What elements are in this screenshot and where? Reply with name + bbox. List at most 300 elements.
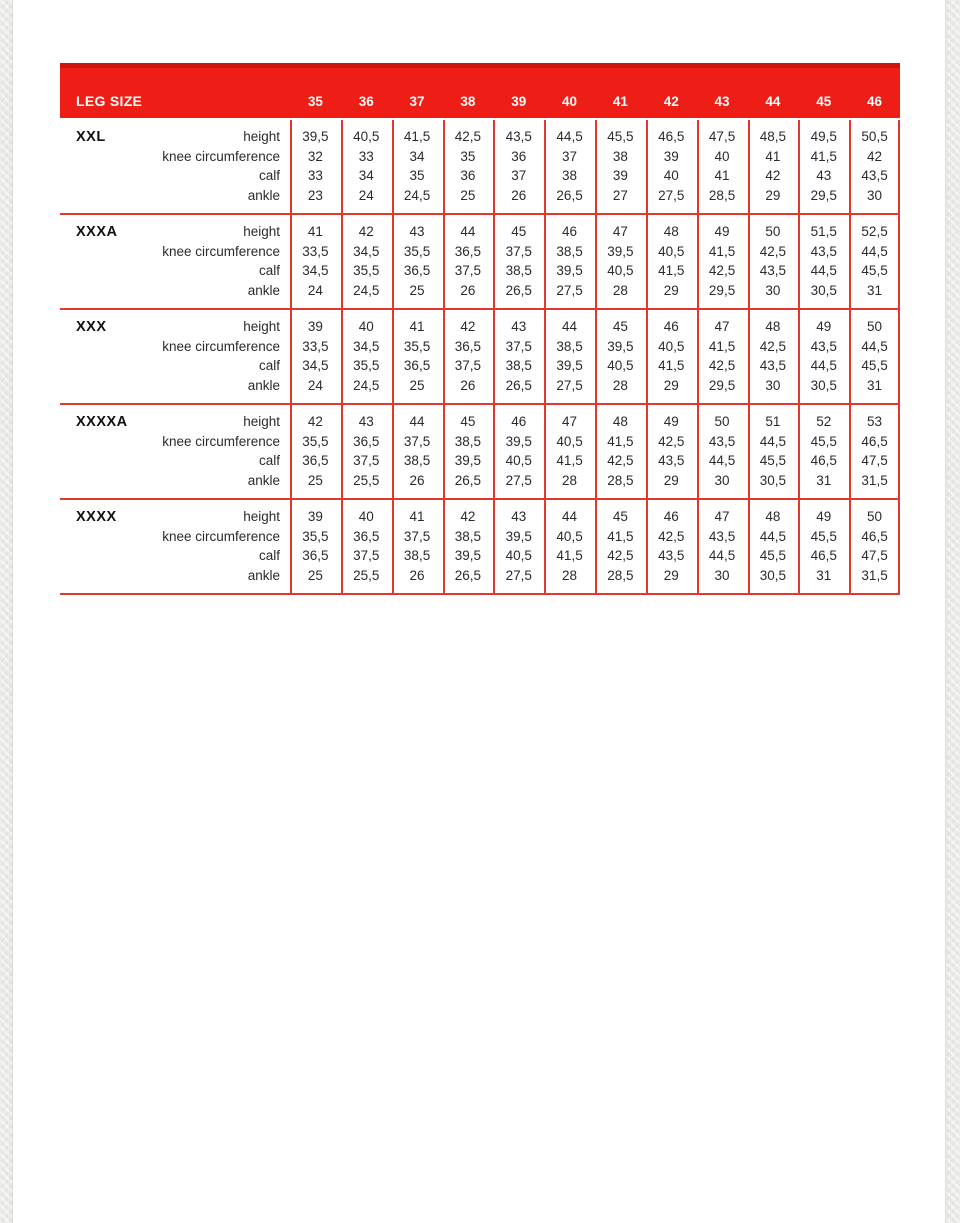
size-name: XXX [76, 319, 107, 336]
value-cell: 43,5 [708, 433, 736, 449]
value-cell: 28 [562, 472, 578, 488]
measurement-label: ankle [247, 472, 280, 488]
table-row [60, 376, 900, 396]
column-separator-line [443, 120, 445, 595]
value-cell: 42,5 [607, 548, 634, 564]
value-cell: 37,5 [454, 263, 482, 279]
value-cell: 44 [409, 414, 425, 430]
value-cell: 46,5 [810, 453, 837, 469]
value-cell: 40,5 [505, 453, 532, 469]
size-col-header-45: 45 [816, 94, 832, 109]
size-col-header-36: 36 [358, 94, 374, 109]
table-row [60, 222, 900, 242]
measurement-label: ankle [247, 282, 280, 298]
value-cell: 36,5 [403, 358, 431, 374]
value-cell: 28 [612, 282, 628, 298]
value-cell: 53 [867, 414, 883, 430]
value-cell: 46 [562, 224, 578, 240]
value-cell: 25 [307, 472, 323, 488]
table-row [60, 566, 900, 586]
value-cell: 26,5 [556, 187, 583, 203]
value-cell: 45 [612, 319, 628, 335]
measurement-label: ankle [247, 187, 280, 203]
value-cell: 30 [714, 472, 730, 488]
size-col-header-41: 41 [612, 94, 628, 109]
table-row [60, 186, 900, 206]
measurement-label: calf [258, 453, 280, 469]
column-separator-line [646, 120, 648, 595]
value-cell: 44,5 [708, 548, 736, 564]
value-cell: 42 [765, 168, 781, 184]
value-cell: 37 [511, 168, 527, 184]
table-row [60, 147, 900, 167]
table-row [60, 546, 900, 566]
value-cell: 43,5 [658, 453, 685, 469]
value-cell: 42,5 [658, 433, 685, 449]
value-cell: 46,5 [861, 528, 888, 544]
value-cell: 39,5 [505, 528, 532, 544]
value-cell: 45,5 [810, 528, 837, 544]
value-cell: 28,5 [607, 472, 634, 488]
row-label [60, 339, 290, 354]
value-cell: 40,5 [556, 433, 583, 449]
value-cell: 43,5 [708, 528, 736, 544]
size-col-header-42: 42 [663, 94, 679, 109]
value-cell: 33 [307, 168, 323, 184]
size-col-header-39: 39 [511, 94, 527, 109]
value-cell: 49 [663, 414, 679, 430]
measurement-label: calf [258, 548, 280, 564]
column-separator-line [341, 120, 343, 595]
table-row [60, 127, 900, 147]
value-cell: 35,5 [353, 263, 380, 279]
value-cell: 38,5 [556, 338, 583, 354]
table-body [60, 120, 900, 595]
value-cell: 42 [307, 414, 323, 430]
leg-size-label: LEG SIZE [76, 93, 143, 109]
value-cell: 29 [663, 377, 679, 393]
value-cell: 51 [765, 414, 781, 430]
value-cell: 43 [816, 168, 832, 184]
value-cell: 30 [765, 377, 781, 393]
value-cell: 42,5 [708, 358, 736, 374]
row-label [60, 244, 290, 259]
size-group-xxxa [60, 215, 900, 310]
value-cell: 33 [358, 148, 374, 164]
measurement-label: calf [258, 263, 280, 279]
value-cell: 48 [765, 319, 781, 335]
value-cell: 36,5 [353, 528, 380, 544]
value-cell: 41,5 [556, 453, 583, 469]
size-group-xxxx [60, 500, 900, 595]
measurement-label: height [243, 509, 280, 525]
value-cell: 45,5 [607, 129, 634, 145]
table-row [60, 317, 900, 337]
value-cell: 40,5 [658, 338, 685, 354]
value-cell: 43 [511, 509, 527, 525]
row-label [60, 263, 290, 278]
value-cell: 24,5 [353, 282, 380, 298]
value-cell: 41,5 [403, 129, 431, 145]
value-cell: 43 [511, 319, 527, 335]
value-cell: 43,5 [810, 338, 837, 354]
value-cell: 26 [460, 377, 476, 393]
value-cell: 43,5 [861, 168, 888, 184]
value-cell: 46 [663, 319, 679, 335]
row-label [60, 414, 290, 429]
value-cell: 35,5 [403, 338, 431, 354]
value-cell: 35 [409, 168, 425, 184]
value-cell: 35 [460, 148, 476, 164]
measurement-label: height [243, 129, 280, 145]
value-cell: 34,5 [302, 358, 329, 374]
value-cell: 29,5 [708, 282, 736, 298]
value-cell: 41,5 [607, 528, 634, 544]
value-cell: 44,5 [810, 358, 837, 374]
value-cell: 29,5 [810, 187, 837, 203]
value-cell: 50 [714, 414, 730, 430]
table-row [60, 507, 900, 527]
value-cell: 25 [409, 282, 425, 298]
value-cell: 30,5 [810, 377, 837, 393]
value-cell: 45,5 [759, 548, 787, 564]
value-cell: 39 [307, 319, 323, 335]
value-cell: 40 [663, 168, 679, 184]
row-label [60, 473, 290, 488]
value-cell: 26,5 [505, 377, 532, 393]
measurement-label: knee circumference [162, 338, 280, 354]
value-cell: 34 [409, 148, 425, 164]
value-cell: 47 [714, 509, 730, 525]
measurement-label: ankle [247, 377, 280, 393]
value-cell: 39 [307, 509, 323, 525]
value-cell: 45,5 [861, 358, 888, 374]
leg-size-table [60, 63, 900, 595]
value-cell: 42,5 [454, 129, 482, 145]
value-cell: 39,5 [607, 243, 634, 259]
value-cell: 25,5 [353, 567, 380, 583]
value-cell: 36,5 [302, 453, 329, 469]
size-col-header-38: 38 [460, 94, 476, 109]
value-cell: 27,5 [505, 567, 532, 583]
value-cell: 30,5 [759, 567, 787, 583]
size-group-xxl [60, 120, 900, 215]
size-group-xxxxa [60, 405, 900, 500]
value-cell: 49 [714, 224, 730, 240]
value-cell: 28,5 [708, 187, 736, 203]
table-header-banner [60, 63, 900, 118]
value-cell: 42,5 [708, 263, 736, 279]
value-cell: 44,5 [556, 129, 583, 145]
column-separator-line [898, 120, 900, 595]
value-cell: 31 [816, 472, 832, 488]
value-cell: 26,5 [454, 567, 482, 583]
value-cell: 41,5 [658, 263, 685, 279]
value-cell: 31,5 [861, 472, 888, 488]
row-label [60, 378, 290, 393]
value-cell: 42 [460, 319, 476, 335]
value-cell: 30,5 [810, 282, 837, 298]
size-name: XXXXA [76, 414, 128, 431]
row-label [60, 453, 290, 468]
value-cell: 45 [612, 509, 628, 525]
value-cell: 41 [409, 509, 425, 525]
table-row [60, 451, 900, 471]
value-cell: 40 [358, 319, 374, 335]
row-label [60, 509, 290, 524]
value-cell: 38,5 [505, 358, 532, 374]
value-cell: 40,5 [607, 263, 634, 279]
table-row [60, 412, 900, 432]
value-cell: 38,5 [403, 548, 431, 564]
value-cell: 29,5 [708, 377, 736, 393]
table-row [60, 527, 900, 547]
value-cell: 47,5 [861, 548, 888, 564]
value-cell: 24 [307, 282, 323, 298]
value-cell: 50,5 [861, 129, 888, 145]
value-cell: 41,5 [556, 548, 583, 564]
value-cell: 42,5 [759, 243, 787, 259]
value-cell: 37,5 [403, 433, 431, 449]
value-cell: 30 [765, 282, 781, 298]
value-cell: 39,5 [607, 338, 634, 354]
paper-page [12, 0, 946, 1223]
value-cell: 29 [663, 472, 679, 488]
table-row [60, 261, 900, 281]
row-label [60, 434, 290, 449]
measurement-label: height [243, 414, 280, 430]
value-cell: 43 [409, 224, 425, 240]
value-cell: 36,5 [302, 548, 329, 564]
value-cell: 48,5 [759, 129, 787, 145]
value-cell: 27,5 [556, 282, 583, 298]
value-cell: 29 [663, 567, 679, 583]
column-separator-line [392, 120, 394, 595]
value-cell: 44 [460, 224, 476, 240]
value-cell: 26 [409, 567, 425, 583]
value-cell: 25 [460, 187, 476, 203]
column-separator-line [849, 120, 851, 595]
value-cell: 27,5 [658, 187, 685, 203]
value-cell: 46,5 [658, 129, 685, 145]
value-cell: 41 [765, 148, 781, 164]
table-row [60, 432, 900, 452]
value-cell: 38 [562, 168, 578, 184]
value-cell: 52,5 [861, 224, 888, 240]
row-label [60, 129, 290, 144]
value-cell: 41,5 [708, 243, 736, 259]
value-cell: 35,5 [403, 243, 431, 259]
table-row [60, 356, 900, 376]
value-cell: 27 [612, 187, 628, 203]
size-col-header-40: 40 [562, 94, 578, 109]
column-separator-line [748, 120, 750, 595]
value-cell: 36,5 [403, 263, 431, 279]
value-cell: 37,5 [454, 358, 482, 374]
value-cell: 47 [714, 319, 730, 335]
value-cell: 27,5 [505, 472, 532, 488]
value-cell: 43,5 [810, 243, 837, 259]
row-label [60, 224, 290, 239]
value-cell: 37,5 [403, 528, 431, 544]
value-cell: 36 [511, 148, 527, 164]
value-cell: 43,5 [658, 548, 685, 564]
measurement-label: ankle [247, 567, 280, 583]
value-cell: 41,5 [658, 358, 685, 374]
value-cell: 41,5 [708, 338, 736, 354]
size-name: XXL [76, 129, 106, 146]
size-col-header-35: 35 [307, 94, 323, 109]
value-cell: 36,5 [454, 243, 482, 259]
value-cell: 33,5 [302, 338, 329, 354]
value-cell: 26,5 [505, 282, 532, 298]
value-cell: 41 [409, 319, 425, 335]
value-cell: 34,5 [353, 338, 380, 354]
table-row [60, 281, 900, 301]
value-cell: 40,5 [556, 528, 583, 544]
value-cell: 42 [460, 509, 476, 525]
value-cell: 44,5 [759, 433, 787, 449]
column-separator-line [595, 120, 597, 595]
value-cell: 43,5 [759, 263, 787, 279]
value-cell: 26 [460, 282, 476, 298]
value-cell: 52 [816, 414, 832, 430]
value-cell: 35,5 [302, 528, 329, 544]
measurement-label: height [243, 224, 280, 240]
value-cell: 30 [714, 567, 730, 583]
table-row [60, 242, 900, 262]
value-cell: 45,5 [759, 453, 787, 469]
value-cell: 31,5 [861, 567, 888, 583]
row-label [60, 358, 290, 373]
row-label [60, 168, 290, 183]
measurement-label: knee circumference [162, 243, 280, 259]
value-cell: 43 [358, 414, 374, 430]
table-row [60, 471, 900, 491]
value-cell: 48 [612, 414, 628, 430]
value-cell: 44,5 [810, 263, 837, 279]
size-col-header-37: 37 [409, 94, 425, 109]
size-name: XXXX [76, 509, 117, 526]
value-cell: 37,5 [353, 453, 380, 469]
value-cell: 38,5 [403, 453, 431, 469]
value-cell: 42,5 [759, 338, 787, 354]
value-cell: 49,5 [810, 129, 837, 145]
value-cell: 39,5 [302, 129, 329, 145]
value-cell: 50 [765, 224, 781, 240]
measurement-label: height [243, 319, 280, 335]
value-cell: 38,5 [454, 433, 482, 449]
value-cell: 24 [307, 377, 323, 393]
value-cell: 37,5 [353, 548, 380, 564]
value-cell: 47,5 [708, 129, 736, 145]
row-label [60, 529, 290, 544]
value-cell: 44,5 [759, 528, 787, 544]
value-cell: 37,5 [505, 338, 532, 354]
value-cell: 28,5 [607, 567, 634, 583]
value-cell: 28 [562, 567, 578, 583]
value-cell: 42 [867, 148, 883, 164]
value-cell: 46,5 [810, 548, 837, 564]
value-cell: 41 [307, 224, 323, 240]
value-cell: 46 [663, 509, 679, 525]
table-row [60, 166, 900, 186]
value-cell: 39,5 [454, 548, 482, 564]
value-cell: 47 [562, 414, 578, 430]
value-cell: 46 [511, 414, 527, 430]
value-cell: 51,5 [810, 224, 837, 240]
value-cell: 30 [867, 187, 883, 203]
value-cell: 36 [460, 168, 476, 184]
value-cell: 26 [409, 472, 425, 488]
measurement-label: calf [258, 358, 280, 374]
value-cell: 25 [307, 567, 323, 583]
row-label [60, 548, 290, 563]
measurement-label: knee circumference [162, 148, 280, 164]
value-cell: 39,5 [556, 358, 583, 374]
value-cell: 49 [816, 319, 832, 335]
table-row [60, 337, 900, 357]
column-separator-line [697, 120, 699, 595]
value-cell: 48 [765, 509, 781, 525]
value-cell: 50 [867, 319, 883, 335]
value-cell: 32 [307, 148, 323, 164]
measurement-label: knee circumference [162, 433, 280, 449]
column-separator-line [493, 120, 495, 595]
value-cell: 43,5 [759, 358, 787, 374]
value-cell: 40,5 [505, 548, 532, 564]
value-cell: 47 [612, 224, 628, 240]
value-cell: 40,5 [607, 358, 634, 374]
value-cell: 38,5 [505, 263, 532, 279]
value-cell: 45 [460, 414, 476, 430]
value-cell: 31 [867, 282, 883, 298]
value-cell: 34,5 [302, 263, 329, 279]
value-cell: 47,5 [861, 453, 888, 469]
value-cell: 38,5 [556, 243, 583, 259]
row-label [60, 319, 290, 334]
value-cell: 45,5 [810, 433, 837, 449]
value-cell: 37 [562, 148, 578, 164]
value-cell: 39,5 [556, 263, 583, 279]
value-cell: 41 [714, 168, 730, 184]
size-col-header-44: 44 [765, 94, 781, 109]
value-cell: 42 [358, 224, 374, 240]
value-cell: 31 [816, 567, 832, 583]
value-cell: 34,5 [353, 243, 380, 259]
value-cell: 26 [511, 187, 527, 203]
value-cell: 44 [562, 509, 578, 525]
value-cell: 45,5 [861, 263, 888, 279]
column-separator-line [544, 120, 546, 595]
value-cell: 42,5 [607, 453, 634, 469]
value-cell: 33,5 [302, 243, 329, 259]
value-cell: 44 [562, 319, 578, 335]
value-cell: 38 [612, 148, 628, 164]
size-col-header-46: 46 [867, 94, 883, 109]
value-cell: 46,5 [861, 433, 888, 449]
value-cell: 49 [816, 509, 832, 525]
row-label [60, 149, 290, 164]
row-label [60, 188, 290, 203]
value-cell: 24,5 [403, 187, 431, 203]
value-cell: 30,5 [759, 472, 787, 488]
value-cell: 41,5 [810, 148, 837, 164]
size-name: XXXA [76, 224, 118, 241]
column-separator-line [798, 120, 800, 595]
value-cell: 36,5 [353, 433, 380, 449]
value-cell: 25,5 [353, 472, 380, 488]
